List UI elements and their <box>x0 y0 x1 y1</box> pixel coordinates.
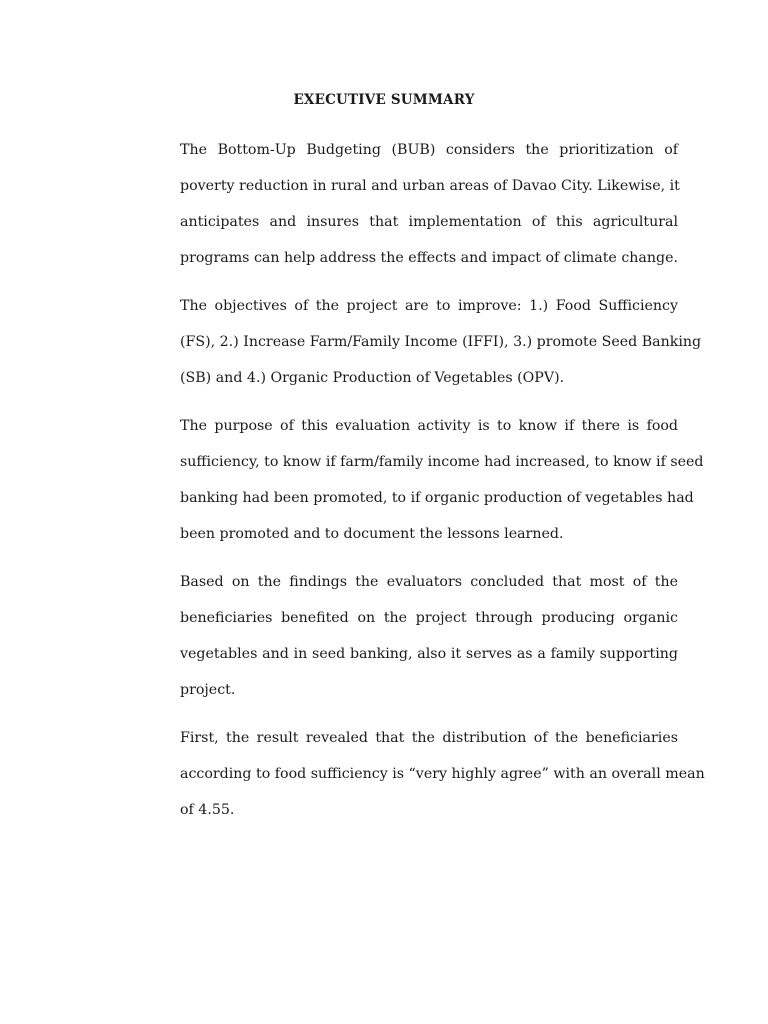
document-title: EXECUTIVE SUMMARY <box>293 92 475 108</box>
paragraph-objectives <box>136 288 702 396</box>
document-body <box>136 132 705 840</box>
paragraph-line: sufficiency, to know if farm/family income had increased, to know if seed <box>180 454 704 470</box>
paragraph-line: The Bottom-Up Budgeting (BUB) considers the prioritization of <box>180 142 678 158</box>
paragraph-line: (FS), 2.) Increase Farm/Family Income (IFFI), 3.) promote Seed Banking <box>180 334 702 350</box>
paragraph-line: according to food sufficiency is “very highly agree” with an overall mean <box>180 766 705 782</box>
paragraph-line: poverty reduction in rural and urban areas of Davao City. Likewise, it <box>180 178 680 194</box>
paragraph-bub-overview <box>136 132 678 276</box>
paragraph-purpose <box>136 408 704 552</box>
paragraph-line: beneficiaries benefited on the project through producing organic <box>180 610 678 626</box>
paragraph-line: project. <box>180 682 236 698</box>
paragraph-line: First, the result revealed that the distribution of the beneficiaries <box>180 730 678 746</box>
paragraph-line: programs can help address the effects and impact of climate change. <box>180 250 678 266</box>
paragraph-line: (SB) and 4.) Organic Production of Vegetables (OPV). <box>180 370 565 386</box>
paragraph-line: banking had been promoted, to if organic production of vegetables had <box>180 490 694 506</box>
paragraph-findings <box>136 564 678 708</box>
paragraph-line: been promoted and to document the lessons learned. <box>180 526 564 542</box>
paragraph-line: Based on the findings the evaluators concluded that most of the <box>180 574 678 590</box>
paragraph-line: The purpose of this evaluation activity is to know if there is food <box>180 418 678 434</box>
paragraph-first-result <box>136 720 705 828</box>
paragraph-line: of 4.55. <box>180 802 235 818</box>
paragraph-line: vegetables and in seed banking, also it serves as a family supporting <box>180 646 678 662</box>
paragraph-line: anticipates and insures that implementation of this agricultural <box>180 214 678 230</box>
paragraph-line: The objectives of the project are to improve: 1.) Food Sufficiency <box>180 298 678 314</box>
